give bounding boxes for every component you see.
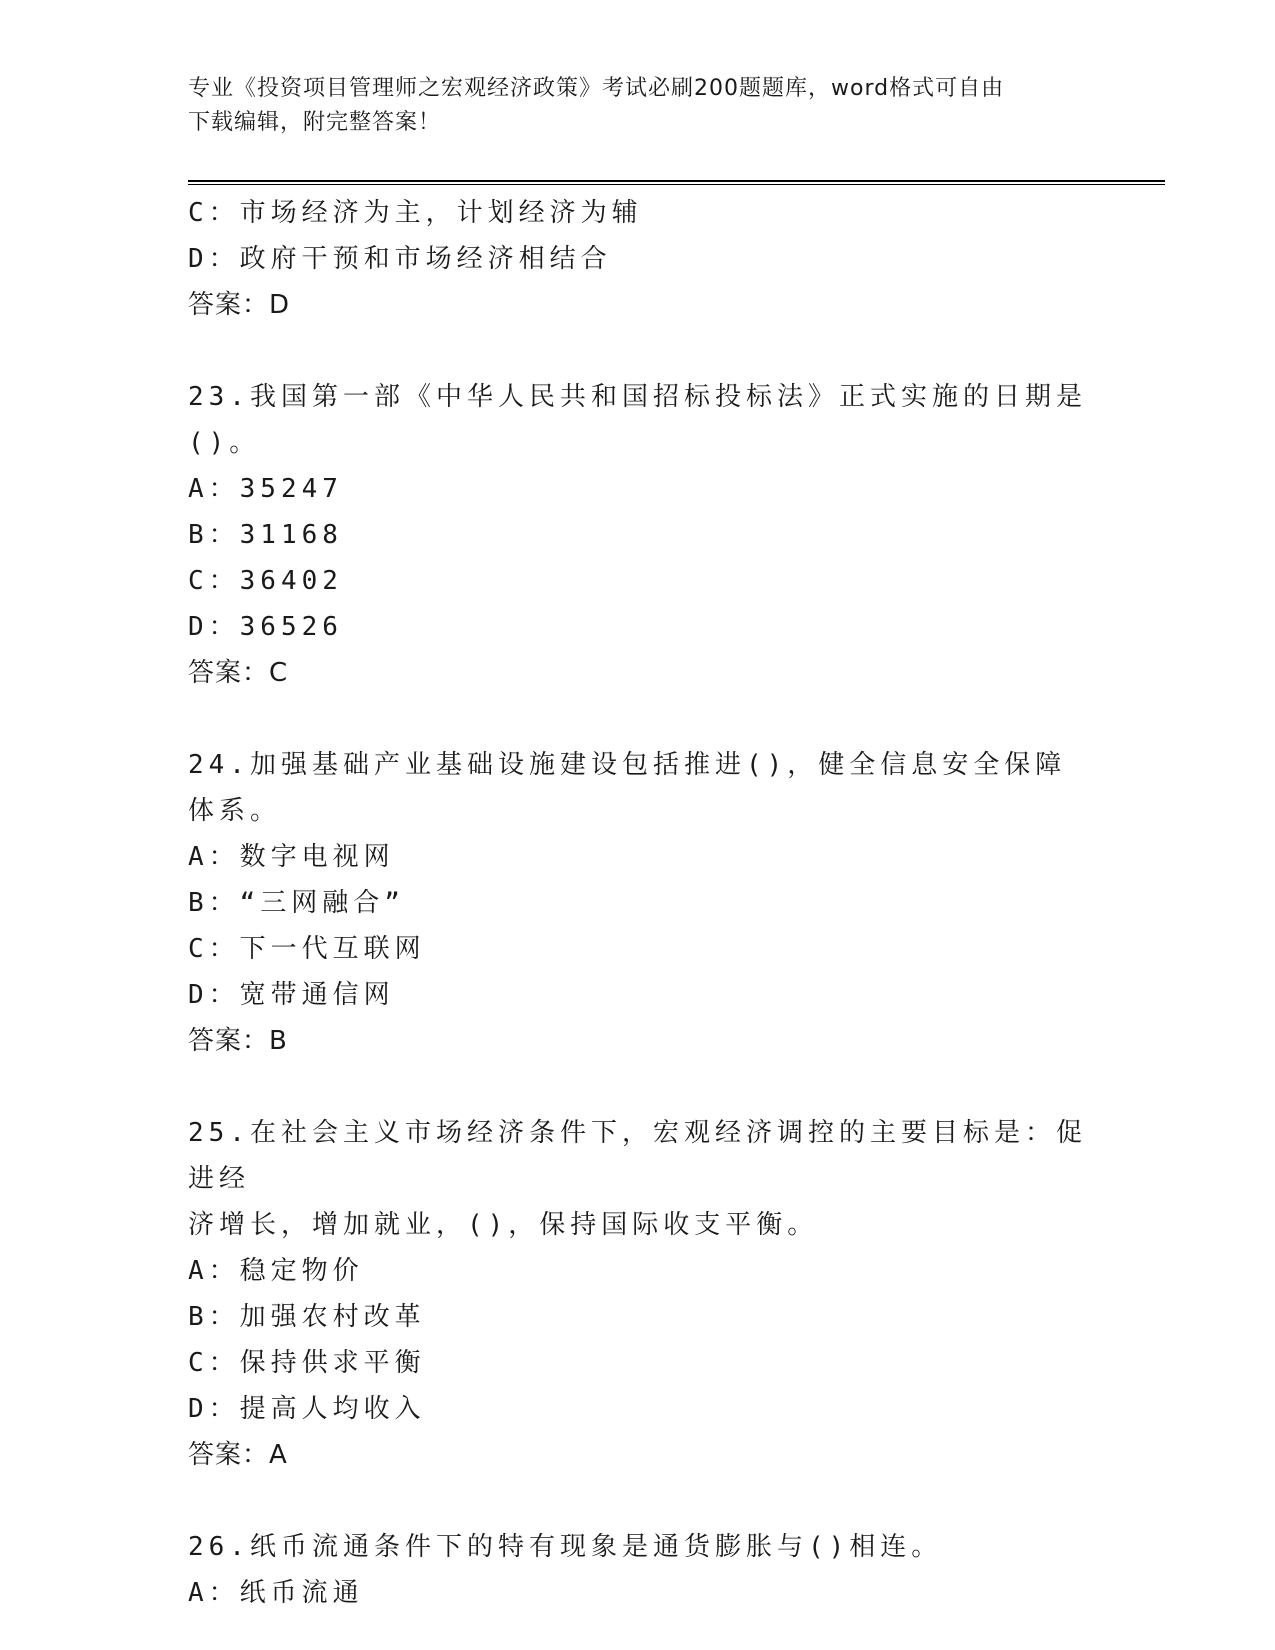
question-23 <box>188 374 1088 696</box>
option-b: B：“三网融合” <box>188 888 405 918</box>
question-stem: 23.我国第一部《中华人民共和国招标投标法》正式实施的日期是()。 <box>188 382 1087 458</box>
answer: 答案：D <box>188 290 291 320</box>
option-d: D：宽带通信网 <box>188 980 395 1010</box>
question-stem: 26.纸币流通条件下的特有现象是通货膨胀与()相连。 <box>188 1532 943 1562</box>
option-a: A：稳定物价 <box>188 1256 364 1286</box>
header-divider-thick <box>188 180 1165 182</box>
header-divider-thin <box>188 184 1165 185</box>
answer: 答案：C <box>188 658 289 688</box>
answer: 答案：A <box>188 1440 288 1470</box>
option-b: B：31168 <box>188 520 343 550</box>
option-a: A：数字电视网 <box>188 842 395 872</box>
document-header <box>188 72 1088 140</box>
header-line-2: 下载编辑，附完整答案！ <box>188 110 442 135</box>
option-d: D：36526 <box>188 612 343 642</box>
question-24 <box>188 742 1088 1064</box>
question-list <box>188 190 1088 1616</box>
option-b: B：加强农村改革 <box>188 1302 426 1332</box>
option-d: D：政府干预和市场经济相结合 <box>188 244 612 274</box>
question-stem: 24.加强基础产业基础设施建设包括推进()，健全信息安全保障体系。 <box>188 750 1067 826</box>
question-stem-line-2: 济增长，增加就业，()，保持国际收支平衡。 <box>188 1210 819 1240</box>
question-22-continuation <box>188 190 1088 328</box>
option-c: C：下一代互联网 <box>188 934 426 964</box>
option-c: C：保持供求平衡 <box>188 1348 426 1378</box>
header-line-1: 专业《投资项目管理师之宏观经济政策》考试必刷200题题库，word格式可自由 <box>188 76 1005 101</box>
option-a: A：纸币流通 <box>188 1578 364 1608</box>
question-26 <box>188 1524 1088 1616</box>
option-a: A：35247 <box>188 474 343 504</box>
question-25 <box>188 1110 1088 1478</box>
option-c: C：市场经济为主，计划经济为辅 <box>188 198 643 228</box>
answer: 答案：B <box>188 1026 288 1056</box>
option-c: C：36402 <box>188 566 343 596</box>
question-stem-line-1: 25.在社会主义市场经济条件下，宏观经济调控的主要目标是：促进经 <box>188 1118 1087 1194</box>
option-d: D：提高人均收入 <box>188 1394 426 1424</box>
